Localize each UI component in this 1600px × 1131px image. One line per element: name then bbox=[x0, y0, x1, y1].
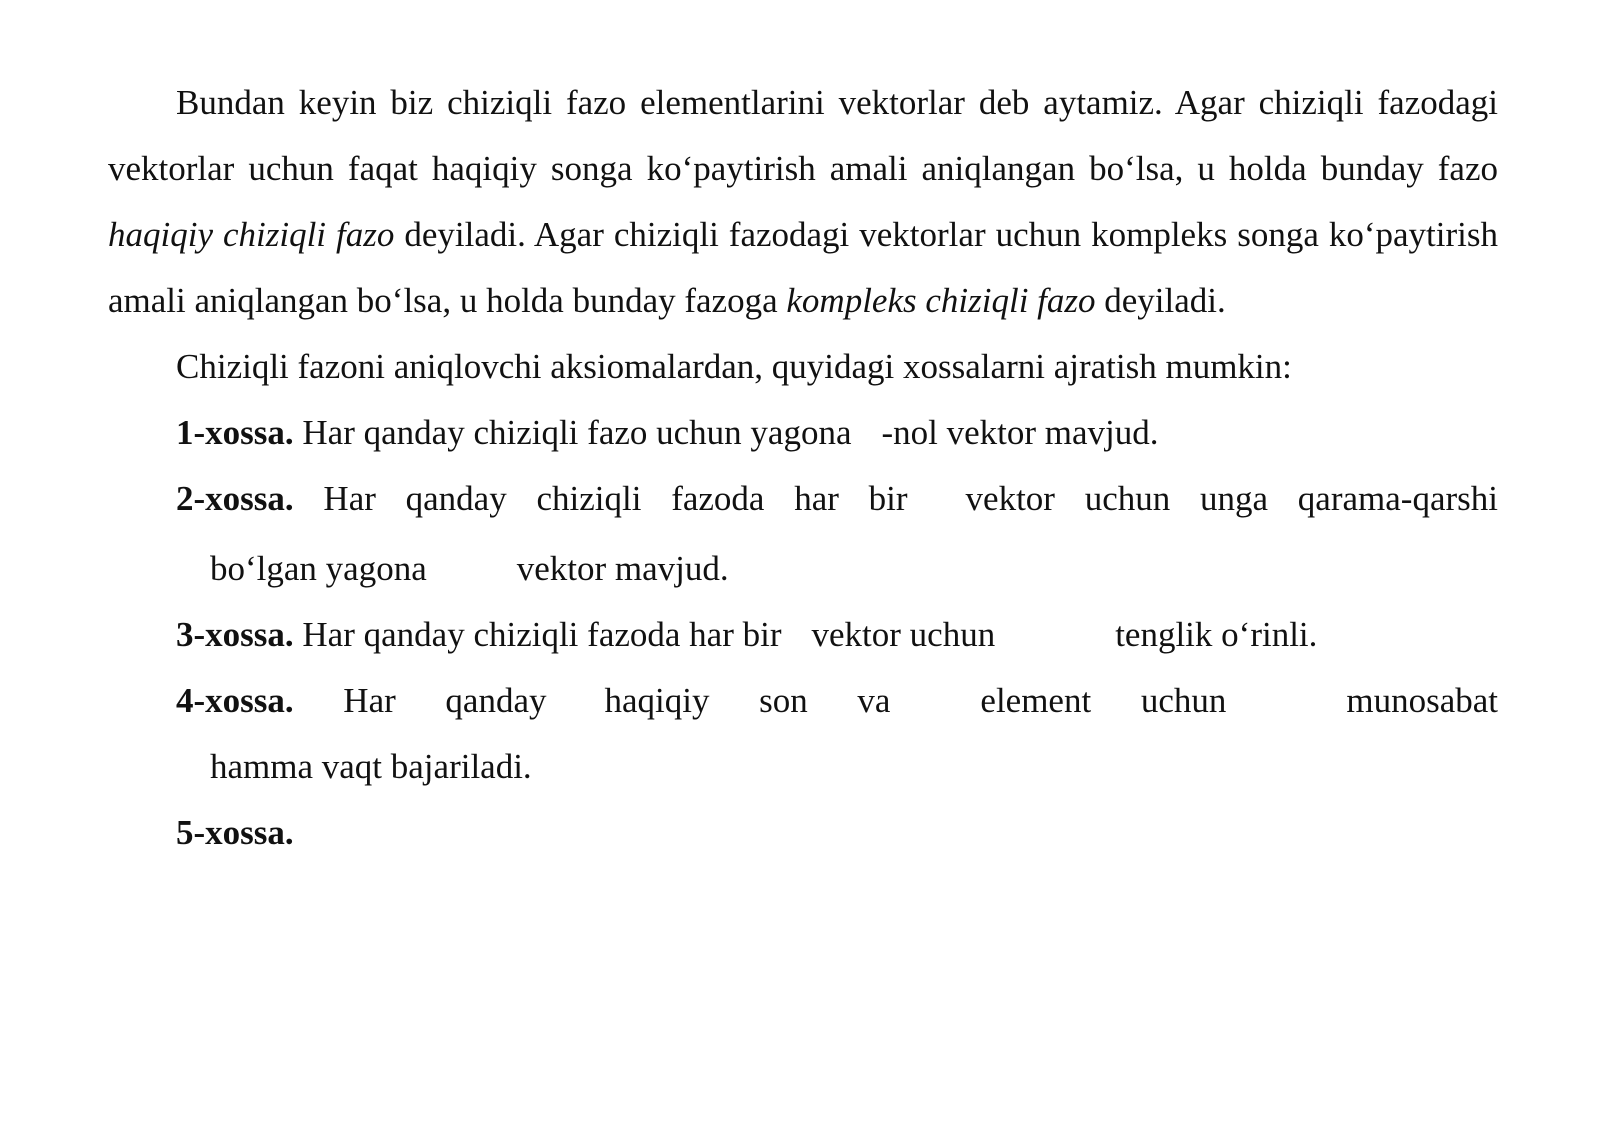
paragraph-intro: Chiziqli fazoni aniqlovchi aksiomalardan, quyidagi xossalarni ajratish mumkin: bbox=[176, 347, 1292, 386]
paragraph-text-1: Bundan keyin biz chiziqli fazo elementlarini vektorlar deb aytamiz. Agar chiziqli fazodagi vektorlar uchun faqat haqiqiy songa ko‘paytirish amali aniqlangan bo‘lsa, u holda bunday fazo bbox=[108, 83, 1498, 188]
property-1 bbox=[108, 400, 1498, 466]
property-text: Har qanday chiziqli fazoda har bir bbox=[293, 615, 782, 654]
property-text: Har qanday chiziqli fazoda har bir bbox=[293, 479, 908, 518]
property-text: munosabat bbox=[1346, 681, 1498, 720]
paragraph-definition bbox=[108, 70, 1498, 334]
term-complex-linear-space: kompleks chiziqli fazo bbox=[786, 281, 1096, 320]
property-text: hamma vaqt bajariladi. bbox=[210, 747, 532, 786]
property-text: vektor uchun bbox=[811, 615, 996, 654]
property-label: 3-xossa. bbox=[176, 615, 294, 654]
property-text: -nol vektor mavjud. bbox=[881, 413, 1159, 452]
property-text: vektor mavjud. bbox=[516, 549, 729, 588]
property-line bbox=[176, 466, 1498, 532]
property-4 bbox=[108, 668, 1498, 800]
property-continuation bbox=[176, 536, 1498, 602]
property-label: 5-xossa. bbox=[176, 813, 294, 852]
document-page bbox=[108, 70, 1498, 866]
term-real-linear-space: haqiqiy chiziqli fazo bbox=[108, 215, 395, 254]
property-text: Har qanday bbox=[293, 681, 547, 720]
property-text: Har qanday chiziqli fazo uchun yagona bbox=[293, 413, 852, 452]
property-text: vektor uchun unga qarama-qarshi bbox=[965, 479, 1498, 518]
property-5 bbox=[108, 800, 1498, 866]
property-label: 2-xossa. bbox=[176, 479, 294, 518]
paragraph-text-3: deyiladi. bbox=[1095, 281, 1226, 320]
property-text: haqiqiy son va bbox=[604, 681, 891, 720]
property-text: tenglik o‘rinli. bbox=[1115, 615, 1318, 654]
property-label: 4-xossa. bbox=[176, 681, 294, 720]
property-text: bo‘lgan yagona bbox=[210, 549, 427, 588]
paragraph-text-2: deyiladi. Agar chiziqli fazodagi vektorlar uchun kompleks songa ko‘paytirish amali aniqlangan bo‘lsa, u holda bunday fazoga bbox=[108, 215, 1498, 320]
property-label: 1-xossa. bbox=[176, 413, 294, 452]
property-text: element uchun bbox=[980, 681, 1227, 720]
property-3 bbox=[108, 602, 1498, 668]
property-line bbox=[176, 668, 1498, 734]
property-2 bbox=[108, 466, 1498, 602]
property-continuation bbox=[176, 734, 1498, 800]
